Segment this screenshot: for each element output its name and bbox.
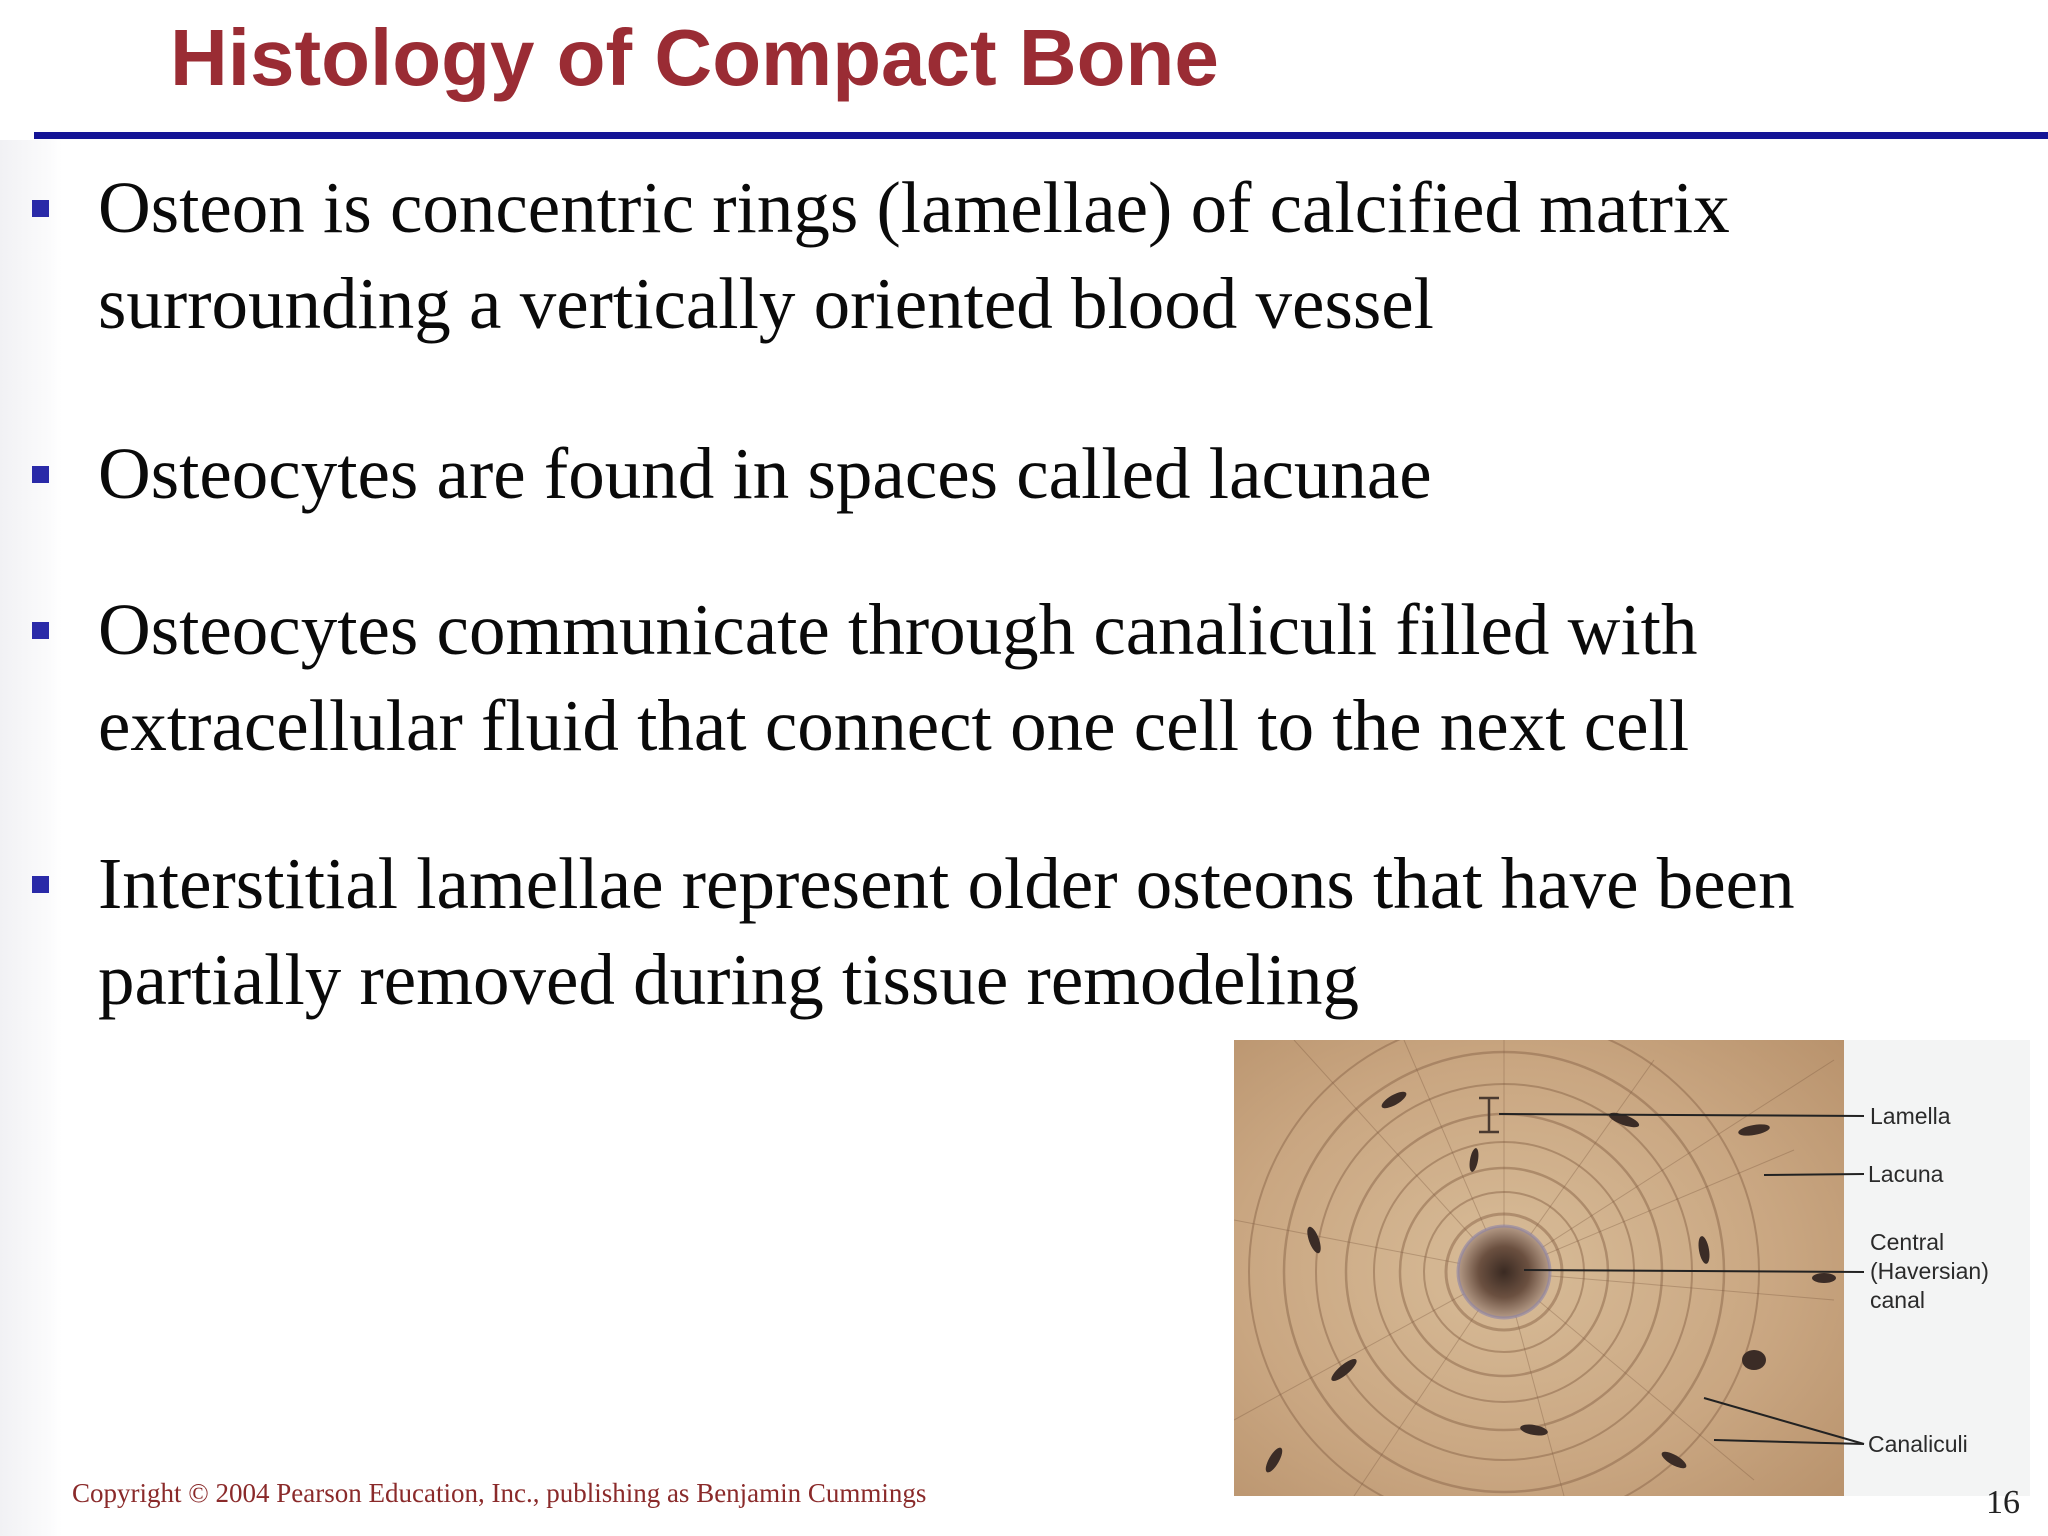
page-number: 16 — [1986, 1484, 2020, 1521]
osteon-micrograph-figure — [1234, 1040, 2030, 1496]
title-rule — [34, 132, 2048, 139]
bullet-text: Osteon is concentric rings (lamellae) of calcified matrix surrounding a vertically oriented blood vessel — [98, 167, 1730, 344]
label-canaliculi: Canaliculi — [1868, 1431, 1968, 1457]
bullet-text: Interstitial lamellae represent older osteons that have been partially removed during tissue remodeling — [98, 843, 1795, 1020]
figure-labels — [1234, 1040, 2030, 1496]
label-haversian: (Haversian) — [1870, 1258, 1989, 1284]
slide-title: Histology of Compact Bone — [170, 13, 1219, 102]
bullet-marker-icon — [32, 622, 49, 639]
left-margin-shade — [0, 140, 62, 1536]
bullet-text: Osteocytes communicate through canaliculi filled with extracellular fluid that connect one cell to the next cell — [98, 589, 1698, 766]
bullet-marker-icon — [32, 466, 49, 483]
label-lacuna: Lacuna — [1868, 1161, 1944, 1187]
label-central: Central — [1870, 1229, 1945, 1255]
label-canal: canal — [1870, 1287, 1925, 1313]
copyright-notice: Copyright © 2004 Pearson Education, Inc., publishing as Benjamin Cummings — [72, 1478, 927, 1508]
bullet-text: Osteocytes are found in spaces called lacunae — [98, 433, 1432, 514]
label-lamella: Lamella — [1870, 1103, 1951, 1129]
bullet-marker-icon — [32, 876, 49, 893]
bullet-marker-icon — [32, 200, 49, 217]
